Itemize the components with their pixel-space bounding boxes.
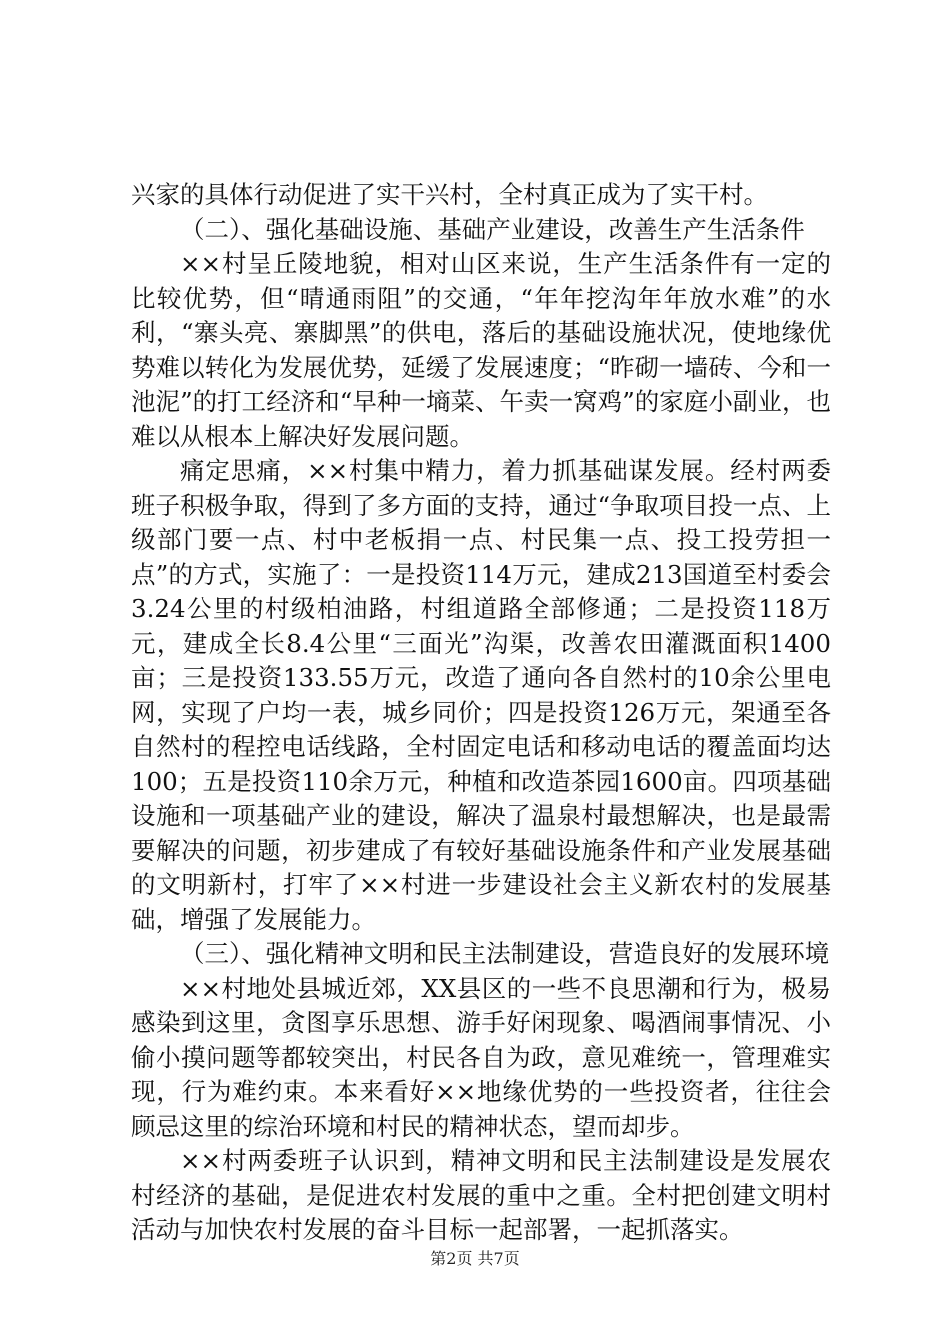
page-number-label: 第2页 共7页 bbox=[430, 1249, 520, 1268]
document-body bbox=[131, 178, 831, 1248]
section-heading-2: （二）、强化基础设施、基础产业建设，改善生产生活条件 bbox=[180, 214, 805, 244]
paragraph-infrastructure: 痛定思痛，××村集中精力，着力抓基础谋发展。经村两委班子积极争取，得到了多方面的支持，通过“争取项目投一点、上级部门要一点、村中老板捐一点、村民集一点、投工投劳担一点”的方式，实施了：一是投资114万元，建成213国道至村委会3.24公里的村级柏油路，村组道路全部修通；二是投资118万元，建成全长8.4公里“三面光”沟渠，改善农田灌溉面积1400亩；三是投资133.55万元，改造了通向各自然村的10余公里电网，实现了户均一表，城乡同价；四是投资126万元，架通至各自然村的程控电话线路，全村固定电话和移动电话的覆盖面均达100；五是投资110余万元，种植和改造茶园1600亩。四项基础设施和一项基础产业的建设，解决了温泉村最想解决，也是最需要解决的问题，初步建成了有较好基础设施条件和产业发展基础的文明新村，打牢了××村进一步建设社会主义新农村的发展基础，增强了发展能力。 bbox=[131, 456, 831, 934]
paragraph-civilization: ××村两委班子认识到，精神文明和民主法制建设是发展农村经济的基础，是促进农村发展的重中之重。全村把创建文明村活动与加快农村发展的奋斗目标一起部署，一起抓落实。 bbox=[131, 1146, 831, 1244]
paragraph-conditions: ××村呈丘陵地貌，相对山区来说，生产生活条件有一定的比较优势，但“晴通雨阻”的交通，“年年挖沟年年放水难”的水利，“寨头亮、寨脚黑”的供电，落后的基础设施状况，使地缘优势难以转化为发展优势，延缓了发展速度；“昨砌一墙砖、今和一池泥”的打工经济和“早种一墒菜、午卖一窝鸡”的家庭小副业，也难以从根本上解决好发展问题。 bbox=[131, 249, 831, 451]
paragraph-continuation: 兴家的具体行动促进了实干兴村，全村真正成为了实干村。 bbox=[131, 180, 768, 209]
page-footer bbox=[0, 1246, 950, 1269]
paragraph-environment: ××村地处县城近郊，XX县区的一些不良思潮和行为，极易感染到这里，贪图享乐思想、游手好闲现象、喝酒闹事情况、小偷小摸问题等都较突出，村民各自为政，意见难统一，管理难实现，行为难约束。本来看好××地缘优势的一些投资者，往往会顾忌这里的综治环境和村民的精神状态，望而却步。 bbox=[131, 973, 831, 1141]
section-heading-3: （三）、强化精神文明和民主法制建设，营造良好的发展环境 bbox=[180, 939, 830, 968]
